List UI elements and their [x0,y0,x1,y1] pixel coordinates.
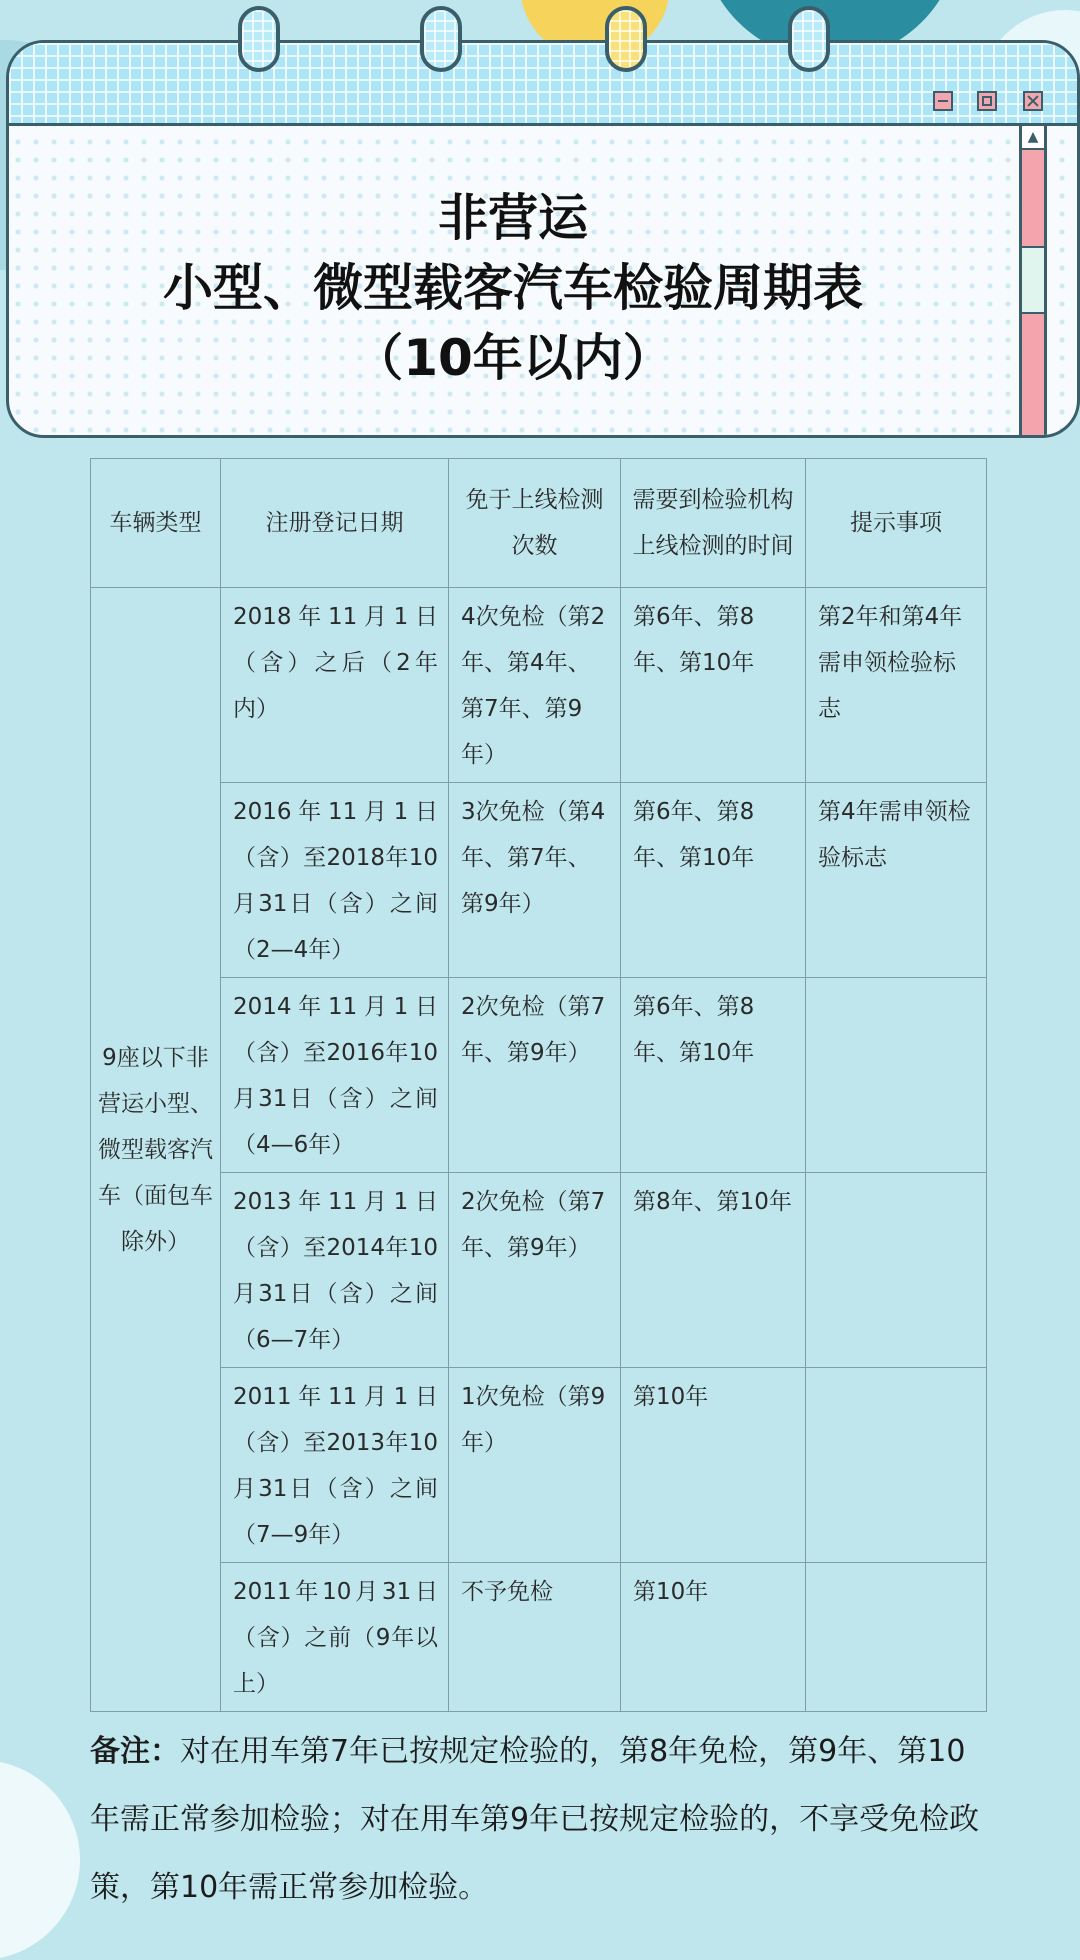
table-row [91,1563,987,1712]
title-line-1: 非营运 [438,189,588,247]
binder-ring-icon [788,6,830,72]
header-registration-date: 注册登记日期 [221,459,449,588]
tip-cell [806,978,987,1173]
registration-date-cell: 2013年11月1日（含）至2014年10月31日（含）之间（6—7年） [221,1173,449,1368]
inspection-cycle-table [90,458,987,1712]
table-row [91,588,987,783]
tip-cell: 第4年需申领检验标志 [806,783,987,978]
table-row [91,1173,987,1368]
background-blob [0,1760,80,1960]
inspection-time-cell: 第10年 [621,1563,806,1712]
registration-date-cell: 2011年10月31日（含）之前（9年以上） [221,1563,449,1712]
tip-cell [806,1563,987,1712]
binder-ring-icon [605,6,647,72]
registration-date-cell: 2011年11月1日（含）至2013年10月31日（含）之间（7—9年） [221,1368,449,1563]
table-row [91,783,987,978]
table-header-row [91,459,987,588]
registration-date-cell: 2016年11月1日（含）至2018年10月31日（含）之间（2—4年） [221,783,449,978]
inspection-time-cell: 第6年、第8年、第10年 [621,978,806,1173]
exempt-count-cell: 2次免检（第7年、第9年） [449,978,621,1173]
exempt-count-cell: 2次免检（第7年、第9年） [449,1173,621,1368]
exempt-count-cell: 不予免检 [449,1563,621,1712]
inspection-time-cell: 第8年、第10年 [621,1173,806,1368]
title-line-3: （10年以内） [353,329,673,387]
inspection-time-cell: 第6年、第8年、第10年 [621,783,806,978]
registration-date-cell: 2018年11月1日（含）之后（2年内） [221,588,449,783]
minimize-icon[interactable] [933,91,953,111]
header-tips: 提示事项 [806,459,987,588]
registration-date-cell: 2014年11月1日（含）至2016年10月31日（含）之间（4—6年） [221,978,449,1173]
table-row [91,1368,987,1563]
table-row [91,978,987,1173]
exempt-count-cell: 4次免检（第2年、第4年、第7年、第9年） [449,588,621,783]
scroll-thumb[interactable] [1022,246,1044,314]
header-exempt-count: 免于上线检测次数 [449,459,621,588]
remarks-label: 备注： [90,1734,180,1769]
window-scrollbar[interactable] [1019,126,1047,435]
scroll-up-icon[interactable]: ▲ [1022,126,1044,150]
exempt-count-cell: 1次免检（第9年） [449,1368,621,1563]
tip-cell [806,1368,987,1563]
page-title [9,183,1017,393]
title-window [6,40,1080,438]
remarks-note [90,1718,990,1922]
inspection-time-cell: 第6年、第8年、第10年 [621,588,806,783]
header-inspection-time: 需要到检验机构上线检测的时间 [621,459,806,588]
close-icon[interactable] [1023,91,1043,111]
window-title-bar [9,43,1077,126]
binder-ring-icon [238,6,280,72]
tip-cell [806,1173,987,1368]
inspection-time-cell: 第10年 [621,1368,806,1563]
exempt-count-cell: 3次免检（第4年、第7年、第9年） [449,783,621,978]
remarks-text: 对在用车第7年已按规定检验的，第8年免检，第9年、第10年需正常参加检验；对在用车第9年已按规定检验的，不享受免检政策，第10年需正常参加检验。 [90,1734,980,1905]
tip-cell: 第2年和第4年需申领检验标志 [806,588,987,783]
header-vehicle-type: 车辆类型 [91,459,221,588]
vehicle-type-cell: 9座以下非营运小型、微型载客汽车（面包车除外） [91,588,221,1712]
binder-ring-icon [420,6,462,72]
title-line-2: 小型、微型载客汽车检验周期表 [163,259,863,317]
maximize-icon[interactable] [977,91,997,111]
